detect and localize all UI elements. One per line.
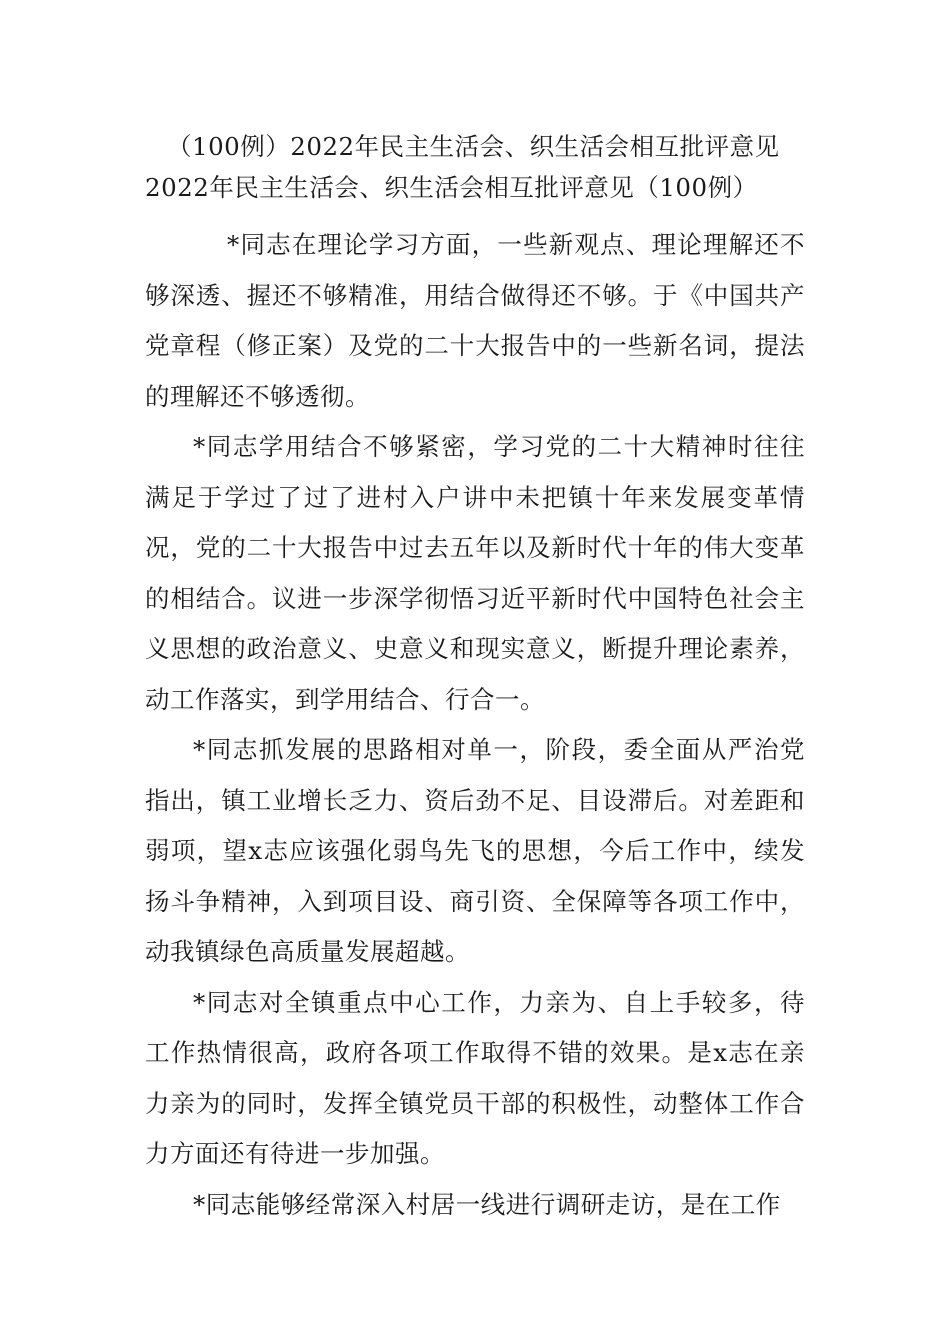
paragraph-3: *同志抓发展的思路相对单一，阶段，委全面从严治党指出，镇工业增长乏力、资后劲不足、目设滞后。对差距和弱项，望x志应该强化弱鸟先飞的思想，今后工作中，续发扬斗争精神，入到项目设、商引资、全保障等各项工作中，动我镇绿色高质量发展超越。 — [145, 735, 805, 966]
document-title: （100例）2022年民主生活会、织生活会相互批评意见 — [167, 132, 780, 161]
document-body — [145, 126, 805, 1230]
document-subtitle: 2022年民主生活会、织生活会相互批评意见（100例） — [145, 173, 758, 202]
paragraph-2: *同志学用结合不够紧密，学习党的二十大精神时往往满足于学过了过了进村入户讲中未把镇十年来发展变革情况，党的二十大报告中过去五年以及新时代十年的伟大变革的相结合。议进一步深学彻悟习近平新时代中国特色社会主义思想的政治意义、史意义和现实意义，断提升理论素养，动工作落实，到学用结合、行合一。 — [145, 432, 805, 714]
paragraph-4: *同志对全镇重点中心工作，力亲为、自上手较多，待工作热情很高，政府各项工作取得不错的效果。是x志在亲力亲为的同时，发挥全镇党员干部的积极性，动整体工作合力方面还有待进一步加强。 — [145, 987, 805, 1168]
paragraph-1: *同志在理论学习方面，一些新观点、理论理解还不够深透、握还不够精准，用结合做得还不够。于《中国共产党章程（修正案）及党的二十大报告中的一些新名词，提法的理解还不够透彻。 — [145, 230, 805, 411]
paragraph-5: *同志能够经常深入村居一线进行调研走访，是在工作 — [193, 1189, 781, 1219]
